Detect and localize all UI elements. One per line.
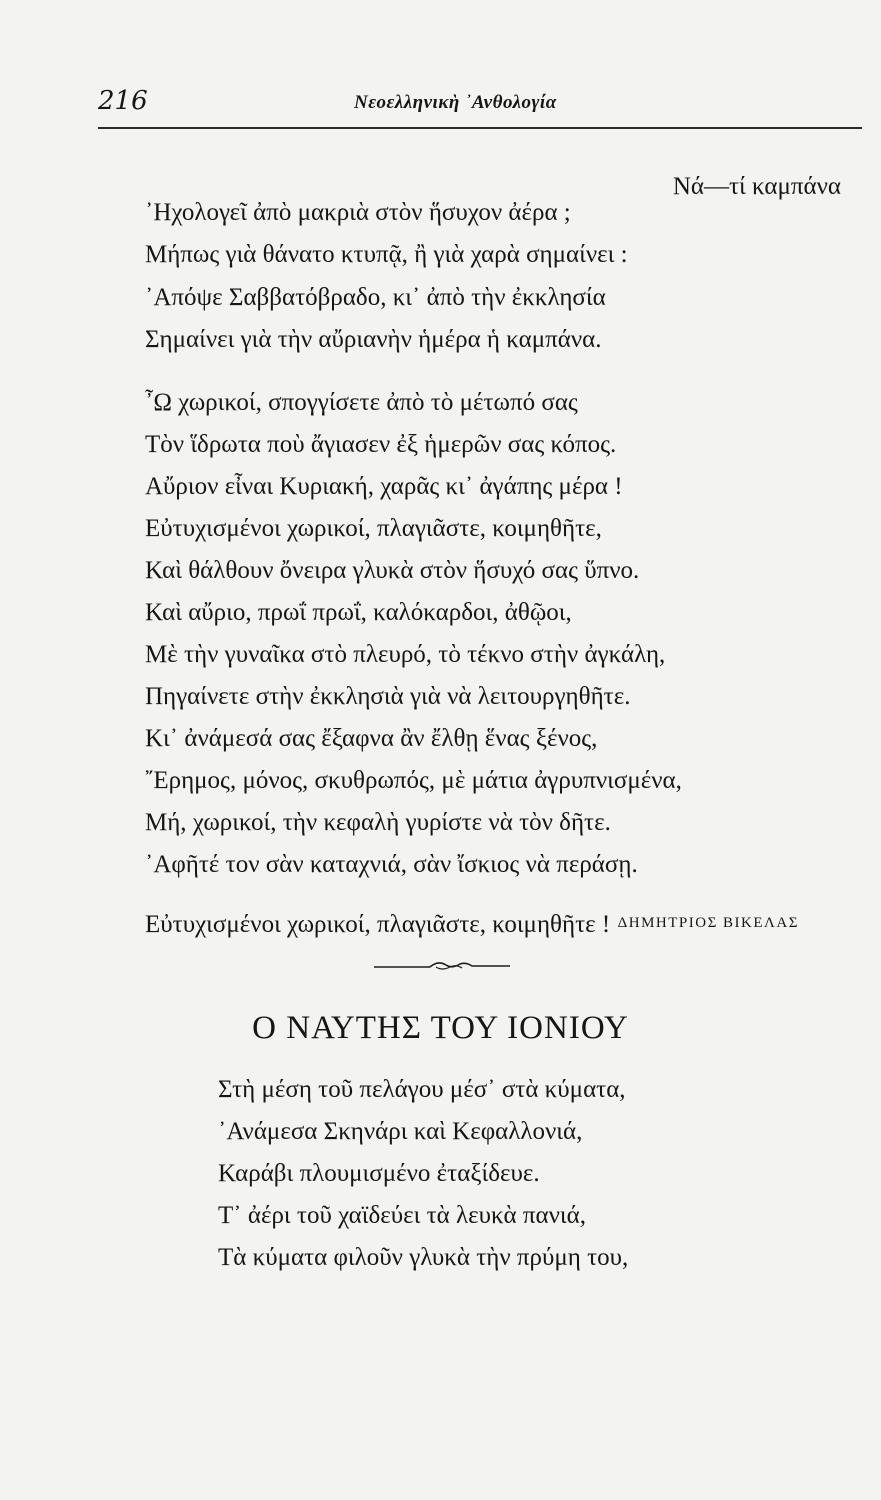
poem-line: Αὔριον εἶναι Κυριακή, χαρᾶς κι᾿ ἀγάπης μέρα ! bbox=[145, 473, 623, 500]
poem-line: Μὲ τὴν γυναῖκα στὸ πλευρό, τὸ τέκνο στὴν ἀγκάλη, bbox=[145, 641, 666, 668]
poem-line: Τὸν ἵδρωτα ποὺ ἄγιασεν ἐξ ἡμερῶν σας κόπος. bbox=[145, 431, 617, 458]
poem-line: Εὐτυχισμένοι χωρικοί, πλαγιᾶστε, κοιμηθῆτε, bbox=[145, 515, 602, 542]
poem-line: Κι᾿ ἀνάμεσά σας ἔξαφνα ἂν ἔλθῃ ἕνας ξένος, bbox=[145, 725, 598, 752]
poem-line: Καὶ θάλθουν ὄνειρα γλυκὰ στὸν ἥσυχό σας ὕπνο. bbox=[145, 557, 640, 584]
poem-line: ᾿Ανάμεσα Σκηνάρι καὶ Κεφαλλονιά, bbox=[218, 1118, 583, 1145]
page-header bbox=[98, 86, 860, 126]
poem-line: ᾿Ηχολογεῖ ἀπὸ μακριὰ στὸν ἥσυχον ἀέρα ; bbox=[145, 199, 571, 226]
header-rule bbox=[98, 127, 862, 129]
poem-line: Μήπως γιὰ θάνατο κτυπᾷ, ἢ γιὰ χαρὰ σημαίνει : bbox=[145, 241, 628, 268]
poem-line: ῏Ω χωρικοί, σπογγίσετε ἀπὸ τὸ μέτωπό σας bbox=[145, 389, 578, 416]
poem-line: ᾿Αφῆτέ τον σὰν καταχνιά, σὰν ἴσκιος νὰ περάσῃ. bbox=[145, 851, 638, 878]
poem-line: Στὴ μέση τοῦ πελάγου μέσ᾿ στὰ κύματα, bbox=[218, 1076, 626, 1103]
author-signature: ΔΗΜΗΤΡΙΟΣ ΒΙΚΕΛΑΣ bbox=[617, 915, 799, 931]
poem-line: Καράβι πλουμισμένο ἐταξίδευε. bbox=[218, 1160, 540, 1187]
ornament-divider bbox=[372, 956, 512, 976]
page-number: 216 bbox=[98, 86, 148, 116]
running-head: Νεοελληνικὴ ᾿Ανθολογία bbox=[354, 92, 557, 113]
poem-title: Ο ΝΑΥΤΗΣ ΤΟΥ ΙΟΝΙΟΥ bbox=[252, 1010, 629, 1046]
poem-line: Καὶ αὔριο, πρωΐ πρωΐ, καλόκαρδοι, ἀθῷοι, bbox=[145, 599, 572, 626]
poem-line-continuation: Νά—τί καμπάνα bbox=[672, 173, 841, 200]
poem-line: Πηγαίνετε στὴν ἐκκλησιὰ γιὰ νὰ λειτουργηθῆτε. bbox=[145, 683, 631, 710]
poem-line: Σημαίνει γιὰ τὴν αὔριανὴν ἡμέρα ἡ καμπάνα. bbox=[145, 326, 602, 353]
poem-line: ῎Ερημος, μόνος, σκυθρωπός, μὲ μάτια ἀγρυπνισμένα, bbox=[145, 767, 682, 794]
poem-line: Τὰ κύματα φιλοῦν γλυκὰ τὴν πρύμη του, bbox=[218, 1244, 629, 1271]
poem-line: Εὐτυχισμένοι χωρικοί, πλαγιᾶστε, κοιμηθῆτε ! bbox=[145, 911, 611, 938]
poem-line: ᾿Απόψε Σαββατόβραδο, κι᾿ ἀπὸ τὴν ἐκκλησία bbox=[145, 284, 606, 311]
poem-line: Τ᾿ ἀέρι τοῦ χαϊδεύει τὰ λευκὰ πανιά, bbox=[218, 1202, 587, 1229]
poem-line: Μή, χωρικοί, τὴν κεφαλὴ γυρίστε νὰ τὸν δῆτε. bbox=[145, 809, 611, 836]
